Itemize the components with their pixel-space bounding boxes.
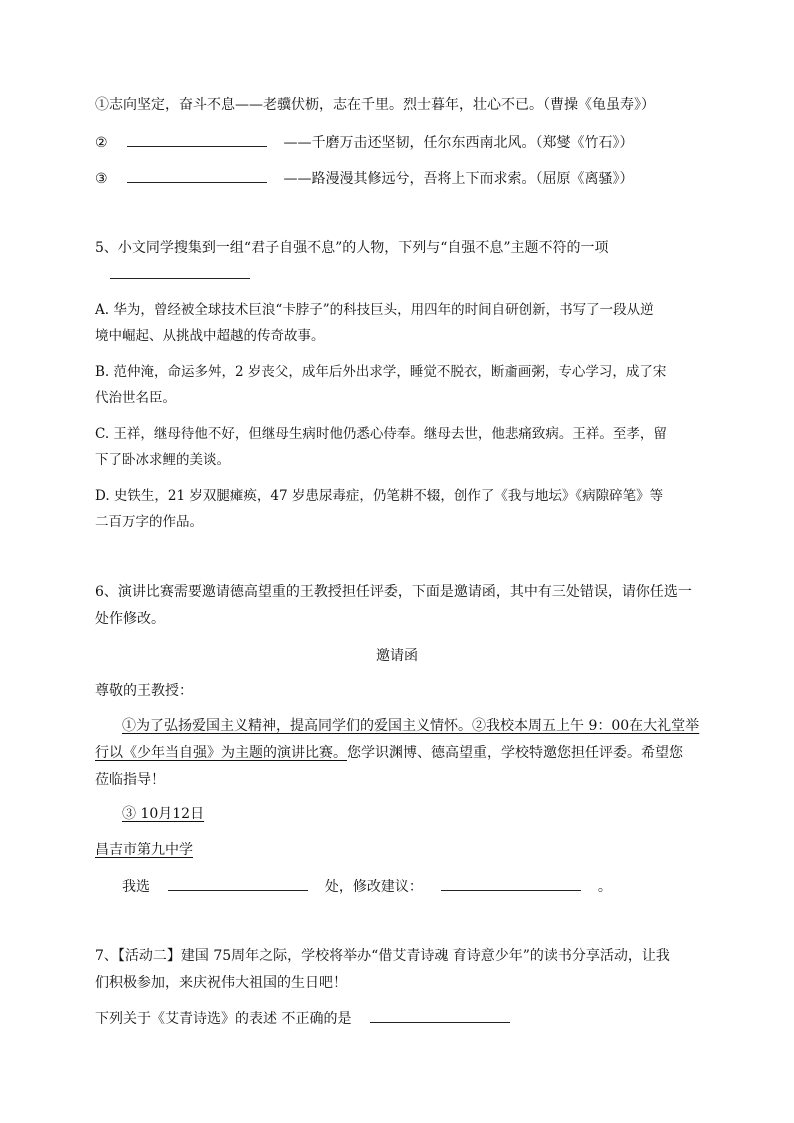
answer-blank-q6-choice[interactable] [168,876,308,891]
q5-option-b-line-1: B. 范仲淹，命运多舛，2 岁丧父，成年后外出求学，睡觉不脱衣，断齑画粥，专心学习，成了宋 [95,364,667,380]
letter-signature: 昌吉市第九中学 [95,842,193,858]
letter-body-line-2 [95,743,683,763]
letter-body-underlined: 行以《少年当自强》为主题的演讲比赛。 [95,745,347,761]
q6-answer-prefix: 我选 [122,879,150,895]
q6-stem-line-2: 处作修改。 [95,611,165,627]
q5-option-c-line-2: 下了卧冰求鲤的美谈。 [95,452,230,468]
q7-question [95,1008,510,1029]
answer-blank-q7[interactable] [370,1008,510,1023]
q5-answer-line [110,264,250,285]
letter-body-rest: 您学识渊博、德高望重，学校特邀您担任评委。希望您 [347,745,683,761]
q5-option-b-line-2: 代治世名臣。 [95,390,176,406]
q5-option-c-line-1: C. 王祥，继母待他不好，但继母生病时他仍悉心侍奉。继母去世，他悲痛致病。王祥。至孝，留 [95,426,667,442]
q4-line-3 [95,168,633,189]
q4-line-1: ①志向坚定，奋斗不息——老骥伏枥，志在千里。烈士暮年，壮心不已。（曹操《龟虽寿》） [95,97,655,113]
q7-stem-line-1: 7、【活动二】建国 75周年之际，学校将举办“借艾青诗魂 育诗意少年”的读书分享活动，让我 [95,948,670,964]
q7-question-text: 下列关于《艾青诗选》的表述 不正确的是 [95,1011,352,1027]
q5-option-a-line-1: A. 华为，曾经被全球技术巨浪“卡脖子”的科技巨头，用四年的时间自研创新，书写了一段从逆 [95,302,654,318]
q4-line-3-number: ③ [95,171,108,187]
q5-option-a-line-2: 境中崛起、从挑战中超越的传奇故事。 [95,328,325,344]
q6-answer-end: 。 [597,879,612,895]
q4-line-3-text: ——路漫漫其修远兮，吾将上下而求索。（屈原《离骚》） [283,171,634,187]
letter-body-line-1: ①为了弘扬爱国主义精神，提高同学们的爱国主义情怀。②我校本周五上午 9：00在大礼堂举 [122,718,700,734]
q4-line-2-number: ② [95,135,108,151]
answer-blank-q4-3[interactable] [127,168,267,183]
answer-blank-q4-2[interactable] [127,132,267,147]
q6-stem-line-1: 6、演讲比赛需要邀请德高望重的王教授担任评委，下面是邀请函，其中有三处错误，请你任选一 [95,584,692,600]
q6-answer-line [122,876,612,897]
q4-line-2-text: ——千磨万击还坚韧，任尔东西南北风。（郑燮《竹石》） [283,135,634,151]
letter-salutation: 尊敬的王教授： [95,683,193,699]
answer-blank-q5[interactable] [110,264,250,279]
q7-stem-line-2: 们积极参加，来庆祝伟大祖国的生日吧！ [95,975,347,991]
q5-option-d-line-2: 二百万字的作品。 [95,514,203,530]
q5-option-d-line-1: D. 史铁生，21 岁双腿瘫痪，47 岁患尿毒症，仍笔耕不辍，创作了《我与地坛》《病隙碎笔》等 [95,488,664,504]
q5-stem: 5、小文同学搜集到一组“君子自强不息”的人物，下列与“自强不息”主题不符的一项 [95,240,609,256]
q6-answer-mid: 处，修改建议： [324,879,423,895]
answer-blank-q6-suggestion[interactable] [441,876,581,891]
letter-body-line-3: 莅临指导！ [95,772,165,788]
q4-line-2 [95,132,633,153]
letter-title: 邀请函 [376,648,418,664]
letter-date: ③ 10月12日 [122,806,205,822]
